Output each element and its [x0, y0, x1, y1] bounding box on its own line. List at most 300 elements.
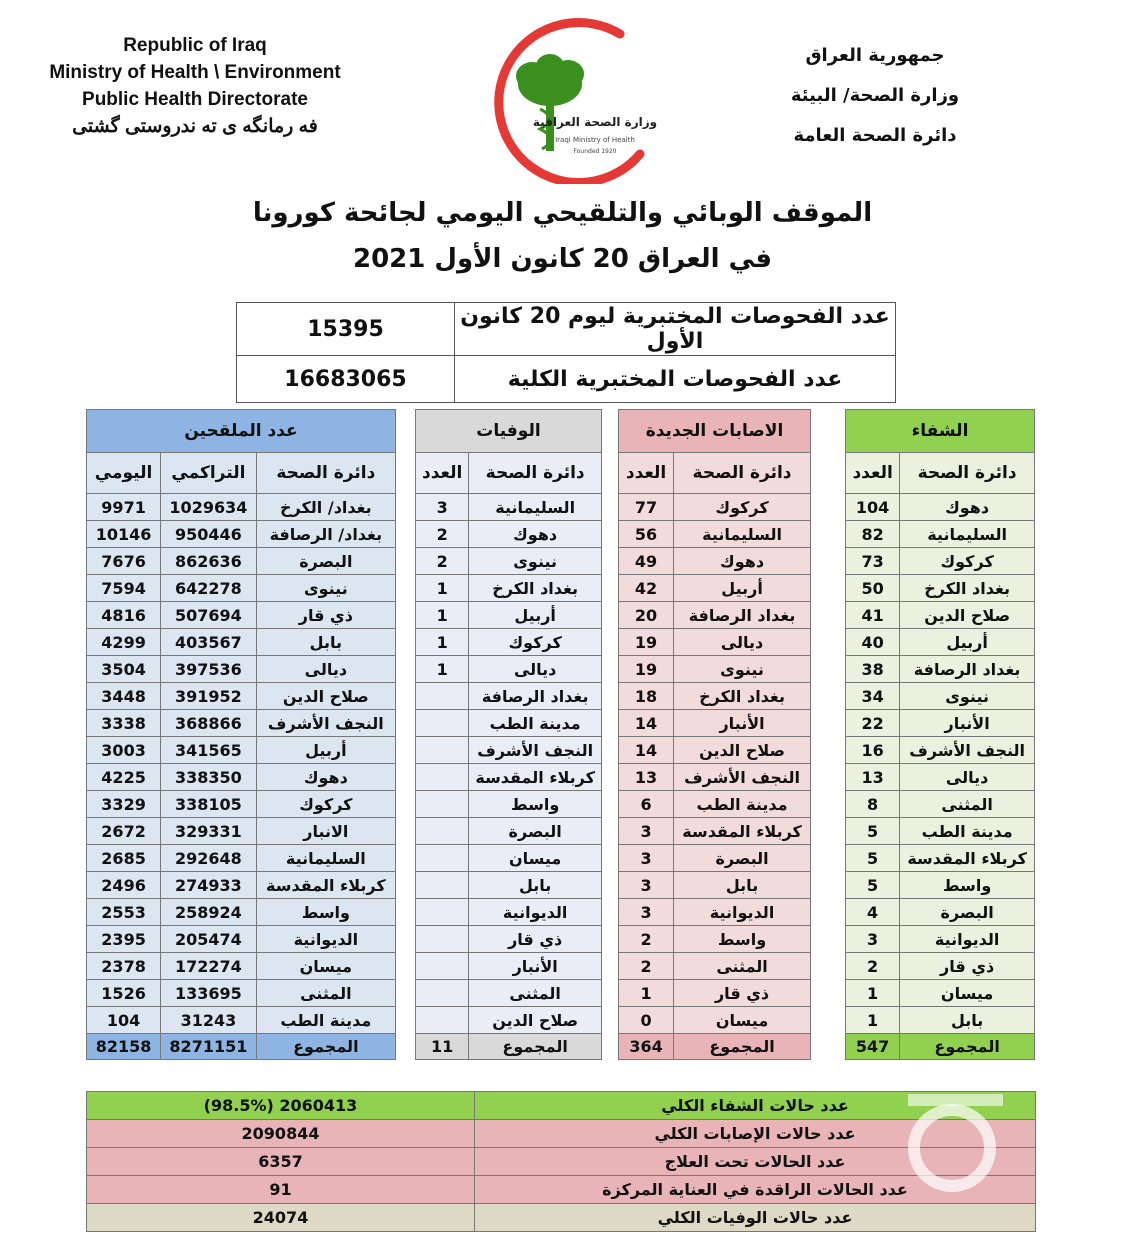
summary-value: 24074: [87, 1204, 475, 1232]
recovery-count-cell: 4: [846, 899, 900, 926]
table-row: [619, 548, 811, 575]
recovery-name-cell: المثنى: [900, 791, 1035, 818]
table-row: [416, 872, 602, 899]
recovery-name-cell: ديالى: [900, 764, 1035, 791]
infections-col-name: دائرة الصحة: [674, 453, 811, 494]
table-row: [416, 818, 602, 845]
deaths-name-cell: البصرة: [469, 818, 602, 845]
infections-table: [618, 409, 811, 1060]
vaccinated-block: [86, 409, 396, 1060]
summary-label: عدد حالات الشفاء الكلي: [475, 1092, 1036, 1120]
vaccinated-daily-cell: 3338: [87, 710, 161, 737]
infections-count-cell: 14: [619, 737, 674, 764]
recovery-total: 547: [846, 1034, 900, 1060]
infections-name-cell: البصرة: [674, 845, 811, 872]
recovery-count-cell: 5: [846, 872, 900, 899]
deaths-name-cell: كربلاء المقدسة: [469, 764, 602, 791]
header-ar-line2: وزارة الصحة/ البيئة: [790, 85, 960, 106]
logo-text-ar: وزارة الصحة العراقية: [532, 115, 658, 129]
vaccinated-daily-cell: 7594: [87, 575, 161, 602]
deaths-count-cell: [416, 737, 469, 764]
table-row: [416, 1007, 602, 1034]
vaccinated-cum-cell: 403567: [161, 629, 257, 656]
recovery-name-cell: مدينة الطب: [900, 818, 1035, 845]
recovery-name-cell: واسط: [900, 872, 1035, 899]
table-row: [416, 899, 602, 926]
table-row: [619, 602, 811, 629]
vaccinated-name-cell: المثنى: [256, 980, 395, 1007]
deaths-count-cell: [416, 710, 469, 737]
watermark-logo: [900, 1086, 1010, 1196]
table-row: [87, 872, 396, 899]
recovery-count-cell: 1: [846, 1007, 900, 1034]
infections-count-cell: 3: [619, 899, 674, 926]
vaccinated-daily-cell: 10146: [87, 521, 161, 548]
vaccinated-table: [86, 409, 396, 1060]
table-row: [416, 683, 602, 710]
vaccinated-name-cell: الديوانية: [256, 926, 395, 953]
table-row: [846, 818, 1035, 845]
deaths-name-cell: بغداد الكرخ: [469, 575, 602, 602]
deaths-name-cell: ميسان: [469, 845, 602, 872]
deaths-count-cell: [416, 899, 469, 926]
table-row: [619, 1007, 811, 1034]
summary-row: [87, 1120, 1036, 1148]
vaccinated-daily-cell: 3504: [87, 656, 161, 683]
infections-count-cell: 0: [619, 1007, 674, 1034]
vaccinated-name-cell: البصرة: [256, 548, 395, 575]
vaccinated-cum-cell: 950446: [161, 521, 257, 548]
infections-name-cell: النجف الأشرف: [674, 764, 811, 791]
vaccinated-daily-cell: 2553: [87, 899, 161, 926]
summary-value: 2090844: [87, 1120, 475, 1148]
summary-row: [87, 1092, 1036, 1120]
table-row: [619, 683, 811, 710]
table-row: [619, 521, 811, 548]
infections-count-cell: 1: [619, 980, 674, 1007]
lab-tests-table: [236, 302, 896, 403]
header-ku-line: فه رمانگه ى ته ندروستى گشتى: [72, 116, 318, 137]
vaccinated-daily-cell: 3329: [87, 791, 161, 818]
header-arabic: [765, 36, 985, 156]
table-row: [619, 575, 811, 602]
infections-name-cell: ديالى: [674, 629, 811, 656]
summary-table: [86, 1091, 1036, 1232]
table-row: [846, 629, 1035, 656]
vaccinated-name-cell: النجف الأشرف: [256, 710, 395, 737]
deaths-count-cell: 2: [416, 548, 469, 575]
vaccinated-cum-cell: 397536: [161, 656, 257, 683]
recovery-name-cell: ميسان: [900, 980, 1035, 1007]
recovery-count-cell: 73: [846, 548, 900, 575]
vaccinated-title: عدد الملقحين: [87, 410, 396, 453]
recovery-name-cell: نينوى: [900, 683, 1035, 710]
recovery-count-cell: 3: [846, 926, 900, 953]
infections-name-cell: بابل: [674, 872, 811, 899]
table-row: [619, 494, 811, 521]
infections-name-cell: ذي قار: [674, 980, 811, 1007]
table-row: [619, 629, 811, 656]
vaccinated-name-cell: نينوى: [256, 575, 395, 602]
deaths-name-cell: أربيل: [469, 602, 602, 629]
recovery-count-cell: 41: [846, 602, 900, 629]
recovery-name-cell: بابل: [900, 1007, 1035, 1034]
deaths-col-count: العدد: [416, 453, 469, 494]
deaths-name-cell: واسط: [469, 791, 602, 818]
vaccinated-cum-cell: 507694: [161, 602, 257, 629]
recovery-col-name: دائرة الصحة: [900, 453, 1035, 494]
recovery-count-cell: 8: [846, 791, 900, 818]
recovery-total-row: [846, 1034, 1035, 1060]
vaccinated-name-cell: السليمانية: [256, 845, 395, 872]
report-title-line2: في العراق 20 كانون الأول 2021: [353, 244, 772, 274]
vaccinated-name-cell: بغداد/ الرصافة: [256, 521, 395, 548]
recovery-col-count: العدد: [846, 453, 900, 494]
recovery-count-cell: 82: [846, 521, 900, 548]
table-row: [846, 548, 1035, 575]
deaths-count-cell: [416, 953, 469, 980]
recovery-name-cell: النجف الأشرف: [900, 737, 1035, 764]
summary-label: عدد حالات الإصابات الكلي: [475, 1120, 1036, 1148]
table-row: [416, 575, 602, 602]
tests-daily-label: عدد الفحوصات المختبرية ليوم 20 كانون الأول: [455, 303, 896, 356]
tests-daily-value: 15395: [237, 303, 455, 356]
table-row: [416, 656, 602, 683]
vaccinated-cum-cell: 205474: [161, 926, 257, 953]
table-row: [87, 953, 396, 980]
deaths-name-cell: مدينة الطب: [469, 710, 602, 737]
vaccinated-cum-cell: 172274: [161, 953, 257, 980]
infections-name-cell: ميسان: [674, 1007, 811, 1034]
vaccinated-name-cell: كركوك: [256, 791, 395, 818]
recovery-name-cell: بغداد الرصافة: [900, 656, 1035, 683]
vaccinated-daily-cell: 1526: [87, 980, 161, 1007]
vaccinated-cum-cell: 338105: [161, 791, 257, 818]
vaccinated-daily-cell: 4225: [87, 764, 161, 791]
deaths-count-cell: [416, 818, 469, 845]
infections-count-cell: 56: [619, 521, 674, 548]
table-row: [846, 656, 1035, 683]
vaccinated-total-label: المجموع: [256, 1034, 395, 1060]
infections-count-cell: 2: [619, 926, 674, 953]
table-row: [619, 926, 811, 953]
vaccinated-daily-cell: 2496: [87, 872, 161, 899]
header-ar-line3: دائرة الصحة العامة: [793, 125, 957, 146]
deaths-count-cell: [416, 926, 469, 953]
vaccinated-cum-cell: 31243: [161, 1007, 257, 1034]
table-row: [619, 737, 811, 764]
table-row: [619, 818, 811, 845]
infections-name-cell: واسط: [674, 926, 811, 953]
summary-label: عدد الحالات تحت العلاج: [475, 1148, 1036, 1176]
infections-count-cell: 3: [619, 845, 674, 872]
table-row: [846, 494, 1035, 521]
recovery-name-cell: ذي قار: [900, 953, 1035, 980]
infections-count-cell: 19: [619, 629, 674, 656]
recovery-count-cell: 13: [846, 764, 900, 791]
infections-total: 364: [619, 1034, 674, 1060]
vaccinated-cum-cell: 862636: [161, 548, 257, 575]
vaccinated-daily-cell: 9971: [87, 494, 161, 521]
deaths-total-label: المجموع: [469, 1034, 602, 1060]
vaccinated-daily-cell: 2395: [87, 926, 161, 953]
table-row: [846, 737, 1035, 764]
table-row: [619, 791, 811, 818]
table-row: [416, 926, 602, 953]
infections-count-cell: 13: [619, 764, 674, 791]
vaccinated-daily-cell: 4299: [87, 629, 161, 656]
vaccinated-cum-cell: 258924: [161, 899, 257, 926]
table-row: [846, 953, 1035, 980]
recovery-name-cell: الأنبار: [900, 710, 1035, 737]
table-row: [87, 710, 396, 737]
infections-title: الاصابات الجديدة: [619, 410, 811, 453]
vaccinated-name-cell: أربيل: [256, 737, 395, 764]
infections-name-cell: الأنبار: [674, 710, 811, 737]
summary-row: [87, 1204, 1036, 1232]
vaccinated-daily-cell: 4816: [87, 602, 161, 629]
deaths-count-cell: [416, 872, 469, 899]
table-row: [619, 953, 811, 980]
infections-count-cell: 3: [619, 818, 674, 845]
recovery-count-cell: 40: [846, 629, 900, 656]
table-row: [416, 953, 602, 980]
recovery-count-cell: 34: [846, 683, 900, 710]
recovery-name-cell: كربلاء المقدسة: [900, 845, 1035, 872]
deaths-col-name: دائرة الصحة: [469, 453, 602, 494]
header-en-line3: Public Health Directorate: [82, 89, 308, 110]
recovery-title: الشفاء: [846, 410, 1035, 453]
table-row: [846, 980, 1035, 1007]
report-title: [0, 190, 1125, 282]
recovery-name-cell: الديوانية: [900, 926, 1035, 953]
vaccinated-cum-cell: 1029634: [161, 494, 257, 521]
deaths-name-cell: نينوى: [469, 548, 602, 575]
summary-label: عدد حالات الوفيات الكلي: [475, 1204, 1036, 1232]
vaccinated-cum-cell: 338350: [161, 764, 257, 791]
deaths-title: الوفيات: [416, 410, 602, 453]
table-row: [846, 764, 1035, 791]
table-row: [87, 737, 396, 764]
recovery-name-cell: دهوك: [900, 494, 1035, 521]
recovery-total-label: المجموع: [900, 1034, 1035, 1060]
infections-name-cell: صلاح الدين: [674, 737, 811, 764]
deaths-name-cell: النجف الأشرف: [469, 737, 602, 764]
vaccinated-daily-cell: 3003: [87, 737, 161, 764]
table-row: [846, 1007, 1035, 1034]
vaccinated-cum-cell: 292648: [161, 845, 257, 872]
summary-value: 91: [87, 1176, 475, 1204]
infections-name-cell: الديوانية: [674, 899, 811, 926]
recovery-count-cell: 22: [846, 710, 900, 737]
table-row: [416, 764, 602, 791]
tests-row-total: [237, 356, 896, 403]
table-row: [87, 845, 396, 872]
deaths-table: [415, 409, 602, 1060]
infections-count-cell: 6: [619, 791, 674, 818]
deaths-count-cell: [416, 980, 469, 1007]
recovery-count-cell: 38: [846, 656, 900, 683]
deaths-name-cell: ذي قار: [469, 926, 602, 953]
summary-row: [87, 1176, 1036, 1204]
deaths-name-cell: السليمانية: [469, 494, 602, 521]
recovery-count-cell: 16: [846, 737, 900, 764]
table-row: [416, 521, 602, 548]
header-ar-line1: جمهورية العراق: [805, 45, 945, 66]
vaccinated-name-cell: كربلاء المقدسة: [256, 872, 395, 899]
table-row: [619, 872, 811, 899]
infections-name-cell: نينوى: [674, 656, 811, 683]
deaths-name-cell: بابل: [469, 872, 602, 899]
vaccinated-total-cum: 8271151: [161, 1034, 257, 1060]
deaths-count-cell: 3: [416, 494, 469, 521]
table-row: [87, 602, 396, 629]
table-row: [846, 926, 1035, 953]
table-row: [619, 764, 811, 791]
vaccinated-name-cell: ديالى: [256, 656, 395, 683]
vaccinated-name-cell: الانبار: [256, 818, 395, 845]
recovery-name-cell: البصرة: [900, 899, 1035, 926]
deaths-name-cell: الديوانية: [469, 899, 602, 926]
summary-row: [87, 1148, 1036, 1176]
deaths-count-cell: [416, 845, 469, 872]
infections-total-label: المجموع: [674, 1034, 811, 1060]
table-row: [87, 899, 396, 926]
vaccinated-name-cell: بغداد/ الكرخ: [256, 494, 395, 521]
infections-count-cell: 42: [619, 575, 674, 602]
table-row: [87, 791, 396, 818]
infections-count-cell: 2: [619, 953, 674, 980]
vaccinated-name-cell: مدينة الطب: [256, 1007, 395, 1034]
infections-name-cell: مدينة الطب: [674, 791, 811, 818]
deaths-count-cell: [416, 791, 469, 818]
table-row: [87, 683, 396, 710]
vaccinated-cum-cell: 329331: [161, 818, 257, 845]
deaths-total: 11: [416, 1034, 469, 1060]
table-row: [416, 737, 602, 764]
recovery-count-cell: 5: [846, 818, 900, 845]
vaccinated-daily-cell: 2672: [87, 818, 161, 845]
vaccinated-name-cell: بابل: [256, 629, 395, 656]
table-row: [416, 845, 602, 872]
deaths-name-cell: صلاح الدين: [469, 1007, 602, 1034]
infections-count-cell: 20: [619, 602, 674, 629]
summary-value: (98.5%) 2060413: [87, 1092, 475, 1120]
summary-label: عدد الحالات الراقدة في العناية المركزة: [475, 1176, 1036, 1204]
table-row: [846, 899, 1035, 926]
deaths-count-cell: 1: [416, 656, 469, 683]
table-row: [87, 818, 396, 845]
vaccinated-cum-cell: 133695: [161, 980, 257, 1007]
vaccinated-cum-cell: 341565: [161, 737, 257, 764]
table-row: [416, 494, 602, 521]
table-row: [619, 899, 811, 926]
infections-count-cell: 14: [619, 710, 674, 737]
recovery-table: [845, 409, 1035, 1060]
summary-value: 6357: [87, 1148, 475, 1176]
vaccinated-cum-cell: 391952: [161, 683, 257, 710]
infections-name-cell: السليمانية: [674, 521, 811, 548]
table-row: [87, 494, 396, 521]
infections-name-cell: أربيل: [674, 575, 811, 602]
infections-count-cell: 77: [619, 494, 674, 521]
table-row: [416, 548, 602, 575]
logo-founded: Founded 1920: [573, 148, 617, 155]
table-row: [416, 980, 602, 1007]
deaths-count-cell: [416, 1007, 469, 1034]
infections-name-cell: المثنى: [674, 953, 811, 980]
table-row: [87, 656, 396, 683]
table-row: [87, 926, 396, 953]
vaccinated-name-cell: دهوك: [256, 764, 395, 791]
table-row: [846, 791, 1035, 818]
vaccinated-name-cell: صلاح الدين: [256, 683, 395, 710]
table-row: [619, 845, 811, 872]
table-row: [846, 521, 1035, 548]
deaths-count-cell: [416, 683, 469, 710]
infections-count-cell: 18: [619, 683, 674, 710]
table-row: [87, 521, 396, 548]
header-en-line1: Republic of Iraq: [123, 35, 267, 56]
recovery-name-cell: بغداد الكرخ: [900, 575, 1035, 602]
vaccinated-col-name: دائرة الصحة: [256, 453, 395, 494]
tests-total-label: عدد الفحوصات المختبرية الكلية: [455, 356, 896, 403]
deaths-count-cell: 1: [416, 575, 469, 602]
deaths-name-cell: بغداد الرصافة: [469, 683, 602, 710]
recovery-count-cell: 104: [846, 494, 900, 521]
infections-name-cell: كركوك: [674, 494, 811, 521]
infections-count-cell: 3: [619, 872, 674, 899]
deaths-name-cell: الأنبار: [469, 953, 602, 980]
table-row: [846, 710, 1035, 737]
vaccinated-name-cell: ذي قار: [256, 602, 395, 629]
table-row: [846, 602, 1035, 629]
vaccinated-cum-cell: 274933: [161, 872, 257, 899]
tests-row-daily: [237, 303, 896, 356]
logo-text-en: Iraqi Ministry of Health: [555, 136, 635, 144]
deaths-name-cell: المثنى: [469, 980, 602, 1007]
table-row: [846, 872, 1035, 899]
table-row: [87, 980, 396, 1007]
recovery-count-cell: 1: [846, 980, 900, 1007]
table-row: [619, 710, 811, 737]
infections-name-cell: كربلاء المقدسة: [674, 818, 811, 845]
report-title-line1: الموقف الوبائي والتلقيحي اليومي لجائحة كورونا: [252, 198, 873, 228]
table-row: [846, 683, 1035, 710]
deaths-count-cell: 1: [416, 629, 469, 656]
tests-total-value: 16683065: [237, 356, 455, 403]
vaccinated-total-row: [87, 1034, 396, 1060]
table-row: [87, 548, 396, 575]
deaths-block: [415, 409, 598, 1060]
table-row: [619, 656, 811, 683]
vaccinated-cum-cell: 368866: [161, 710, 257, 737]
recovery-name-cell: أربيل: [900, 629, 1035, 656]
vaccinated-name-cell: ميسان: [256, 953, 395, 980]
vaccinated-col-daily: اليومي: [87, 453, 161, 494]
vaccinated-cum-cell: 642278: [161, 575, 257, 602]
vaccinated-daily-cell: 104: [87, 1007, 161, 1034]
deaths-count-cell: [416, 764, 469, 791]
table-row: [87, 1007, 396, 1034]
vaccinated-col-cum: التراكمي: [161, 453, 257, 494]
deaths-name-cell: كركوك: [469, 629, 602, 656]
table-row: [87, 629, 396, 656]
header-en-line2: Ministry of Health \ Environment: [49, 62, 341, 83]
vaccinated-daily-cell: 3448: [87, 683, 161, 710]
table-row: [416, 710, 602, 737]
table-row: [416, 791, 602, 818]
